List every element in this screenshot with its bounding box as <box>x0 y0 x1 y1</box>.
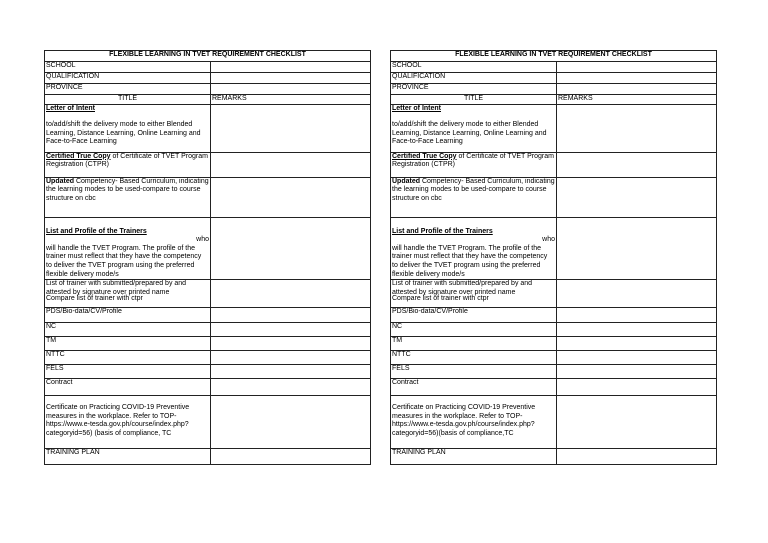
remarks-cell[interactable] <box>557 280 717 308</box>
letter-of-intent-heading: Letter of Intent <box>392 104 441 112</box>
province-value[interactable] <box>557 84 717 95</box>
remarks-column-header: REMARKS <box>211 95 371 105</box>
school-value[interactable] <box>211 62 371 73</box>
trainers-cell <box>45 217 211 280</box>
pds-label: PDS/Bio-data/CV/Profile <box>45 308 211 323</box>
remarks-cell[interactable] <box>211 379 371 396</box>
remarks-cell[interactable] <box>211 449 371 465</box>
tm-label: TM <box>45 337 211 351</box>
letter-of-intent-text: to/add/shift the delivery mode to either Blended Learning, Distance Learning, Online Learning and Face-to-Face Learning <box>46 121 201 146</box>
title-column-header: TITLE <box>391 95 557 105</box>
checklist-title: FLEXIBLE LEARNING IN TVET REQUIREMENT CHECKLIST <box>45 51 371 62</box>
updated-curriculum-text: Competency- Based Curriculum, indicating the learning modes to be used-compare to course structure on cbc <box>46 177 209 202</box>
list-of-trainer-cell <box>45 280 211 308</box>
pds-label: PDS/Bio-data/CV/Profile <box>391 308 557 323</box>
compare-trainer-note: Compare list of trainer with ctpr <box>46 295 143 303</box>
covid-cert-text: Certificate on Practicing COVID-19 Preventive measures in the workplace. Refer to TOP-https://www.e-tesda.gov.ph/course/index.php?categoryid=56) (basis of compliance, TC <box>46 404 190 437</box>
covid-cert-cell <box>45 396 211 449</box>
updated-curriculum-heading: Updated <box>46 177 74 185</box>
province-label: PROVINCE <box>45 84 211 95</box>
remarks-cell[interactable] <box>557 365 717 379</box>
trainers-who: who <box>542 236 555 244</box>
remarks-column-header: REMARKS <box>557 95 717 105</box>
trainers-text: will handle the TVET Program. The profile of the trainer must reflect that they have the competency to deliver the TVET program using the preferred flexible delivery mode/s <box>392 244 548 278</box>
remarks-cell[interactable] <box>211 217 371 280</box>
trainers-heading: List and Profile of the Trainers <box>392 227 493 235</box>
updated-curriculum-cell <box>391 177 557 217</box>
letter-of-intent-cell <box>391 104 557 152</box>
contract-label: Contract <box>391 379 557 396</box>
trainers-cell <box>391 217 557 280</box>
remarks-cell[interactable] <box>211 280 371 308</box>
training-plan-label: TRAINING PLAN <box>45 449 211 465</box>
remarks-cell[interactable] <box>557 217 717 280</box>
remarks-cell[interactable] <box>211 308 371 323</box>
remarks-cell[interactable] <box>557 104 717 152</box>
qualification-value[interactable] <box>557 73 717 84</box>
remarks-cell[interactable] <box>557 396 717 449</box>
covid-cert-cell <box>391 396 557 449</box>
remarks-cell[interactable] <box>211 177 371 217</box>
remarks-cell[interactable] <box>557 449 717 465</box>
contract-label: Contract <box>45 379 211 396</box>
checklist-left <box>44 50 371 465</box>
remarks-cell[interactable] <box>557 379 717 396</box>
qualification-label: QUALIFICATION <box>45 73 211 84</box>
qualification-value[interactable] <box>211 73 371 84</box>
trainers-heading: List and Profile of the Trainers <box>46 227 147 235</box>
checklist-right <box>390 50 717 465</box>
remarks-cell[interactable] <box>557 337 717 351</box>
province-label: PROVINCE <box>391 84 557 95</box>
remarks-cell[interactable] <box>211 104 371 152</box>
certified-true-copy-cell <box>45 152 211 177</box>
remarks-cell[interactable] <box>211 351 371 365</box>
updated-curriculum-cell <box>45 177 211 217</box>
list-of-trainer-cell <box>391 280 557 308</box>
remarks-cell[interactable] <box>557 177 717 217</box>
remarks-cell[interactable] <box>557 308 717 323</box>
list-of-trainer-text: List of trainer with submitted/prepared by and attested by signature over printed name <box>392 280 533 296</box>
remarks-cell[interactable] <box>557 323 717 337</box>
nc-label: NC <box>45 323 211 337</box>
certified-true-copy-heading: Certified True Copy <box>392 152 457 160</box>
letter-of-intent-text: to/add/shift the delivery mode to either Blended Learning, Distance Learning, Online Learning and Face-to-Face Learning <box>392 121 547 146</box>
certified-true-copy-heading: Certified True Copy <box>46 152 111 160</box>
nc-label: NC <box>391 323 557 337</box>
letter-of-intent-cell <box>45 104 211 152</box>
fels-label: FELS <box>45 365 211 379</box>
remarks-cell[interactable] <box>211 152 371 177</box>
remarks-cell[interactable] <box>211 365 371 379</box>
checklist-title: FLEXIBLE LEARNING IN TVET REQUIREMENT CHECKLIST <box>391 51 717 62</box>
trainers-who: who <box>196 236 209 244</box>
updated-curriculum-text: Competency- Based Curriculum, indicating the learning modes to be used-compare to course structure on cbc <box>392 177 555 202</box>
list-of-trainer-text: List of trainer with submitted/prepared by and attested by signature over printed name <box>46 280 187 296</box>
updated-curriculum-heading: Updated <box>392 177 420 185</box>
remarks-cell[interactable] <box>557 152 717 177</box>
compare-trainer-note: Compare list of trainer with ctpr <box>392 295 489 303</box>
school-label: SCHOOL <box>391 62 557 73</box>
nttc-label: NTTC <box>45 351 211 365</box>
title-column-header: TITLE <box>45 95 211 105</box>
trainers-text: will handle the TVET Program. The profile of the trainer must reflect that they have the competency to deliver the TVET program using the preferred flexible delivery mode/s <box>46 244 202 278</box>
certified-true-copy-text: of Certificate of TVET Program Registration (CTPR) <box>392 152 554 169</box>
remarks-cell[interactable] <box>557 351 717 365</box>
qualification-label: QUALIFICATION <box>391 73 557 84</box>
fels-label: FELS <box>391 365 557 379</box>
tm-label: TM <box>391 337 557 351</box>
school-label: SCHOOL <box>45 62 211 73</box>
school-value[interactable] <box>557 62 717 73</box>
certified-true-copy-cell <box>391 152 557 177</box>
certified-true-copy-text: of Certificate of TVET Program Registration (CTPR) <box>46 152 208 169</box>
letter-of-intent-heading: Letter of Intent <box>46 104 95 112</box>
province-value[interactable] <box>211 84 371 95</box>
covid-cert-text: Certificate on Practicing COVID-19 Preventive measures in the workplace. Refer to TOP-https://www.e-tesda.gov.ph/course/index.php?categoryid=56)(basis of compliance,TC <box>392 404 536 437</box>
remarks-cell[interactable] <box>211 323 371 337</box>
remarks-cell[interactable] <box>211 337 371 351</box>
training-plan-label: TRAINING PLAN <box>391 449 557 465</box>
remarks-cell[interactable] <box>211 396 371 449</box>
nttc-label: NTTC <box>391 351 557 365</box>
